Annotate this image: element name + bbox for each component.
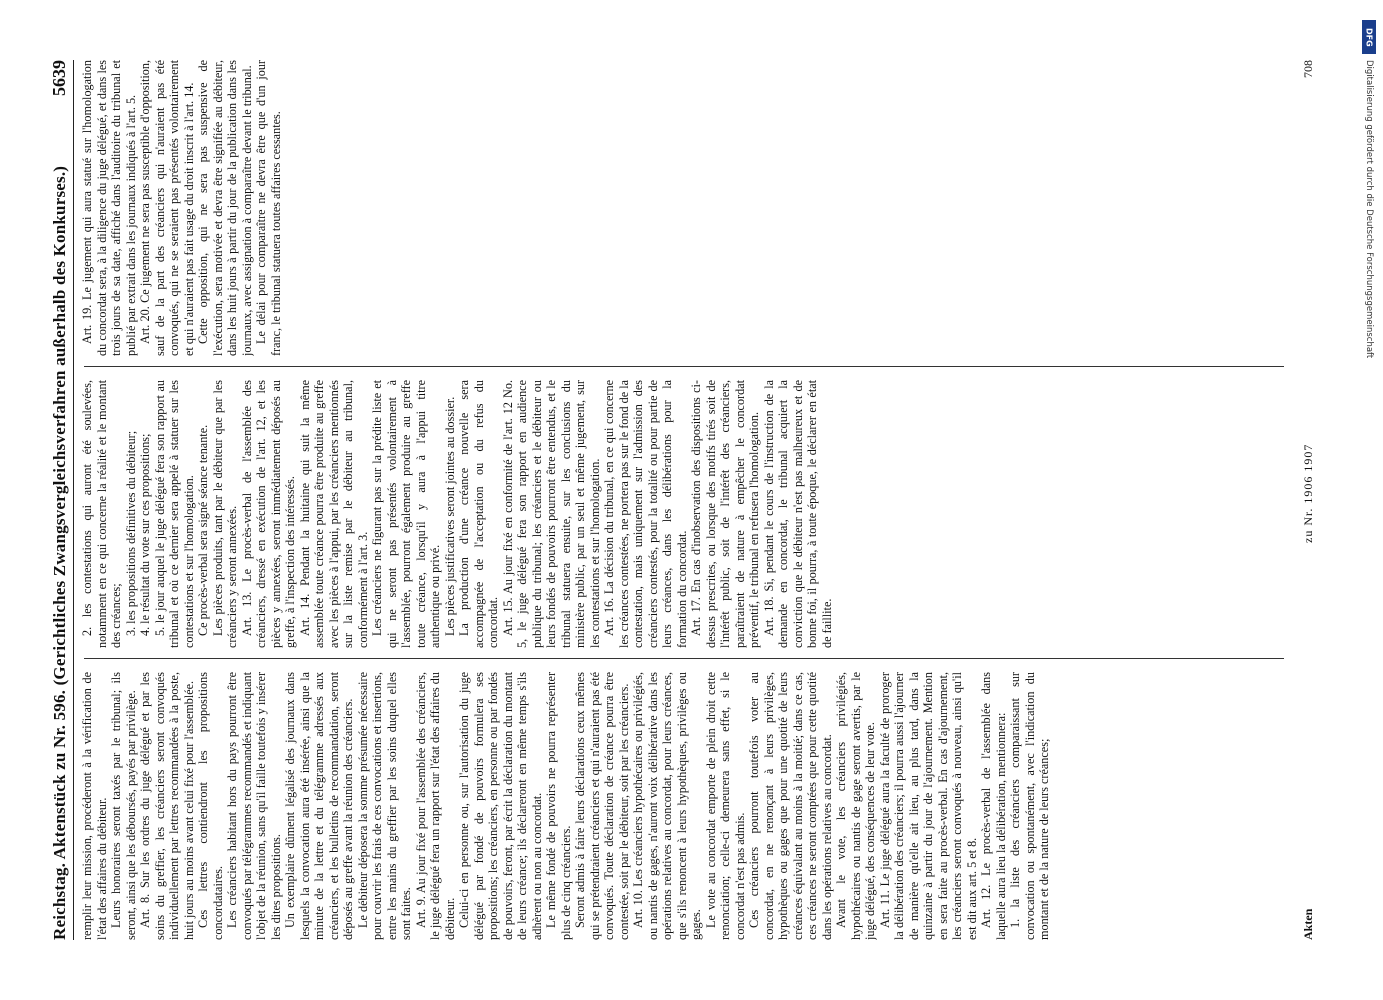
paragraph: Les créanciers habitant hors du pays pourront être convoqués par télégrammes recommandés et indiquant l'objet de la réunion, sans qu'il faille toutefois y insérer les dites propositions.	[225, 672, 283, 940]
running-head	[38, 60, 74, 940]
document-page	[28, 0, 1328, 1000]
paragraph: Art. 9. Au jour fixé pour l'assemblée des créanciers, le juge délégué fera un rapport sur l'état des affaires du débiteur.	[413, 672, 457, 940]
paragraph: Seront admis à faire leurs déclarations ceux mêmes qui se prétendraient créanciers et qui n'auraient pas été convoqués. Toute déclaration de créance pourra être contestée, soit par le débiteur, soit par les créanciers.	[573, 672, 631, 940]
footer-sheet-mark: zu Nr. 1906 1907	[1300, 443, 1315, 543]
paragraph: Cette opposition, qui ne sera pas suspensive de l'exécution, sera motivée et devra être signifiée au débiteur, dans les huit jours à partir du jour de la publication dans les journaux, avec assignation à comparaître devant le tribunal.	[196, 60, 254, 356]
paragraph: Leurs honoraires seront taxés par le tribunal; ils seront, ainsi que les déboursés, payés par privilège.	[109, 672, 138, 940]
text-column-1	[80, 672, 1290, 940]
paragraph: Art. 11. Le juge délégué aura la faculté de proroger la délibération des créanciers; il pourra aussi l'ajourner de manière qu'elle ait lieu, au plus tard, dans la quinzaine à partir du jour de l'ajournement. Mention en sera faite au procès-verbal. En cas d'ajournement, les créanciers seront convoqués à nouveau, ainsi qu'il est dit aux art. 5 et 8.	[877, 672, 979, 940]
paragraph: Le délai pour comparaître ne devra être que d'un jour franc, le tribunal statuera toutes affaires cessantes.	[254, 60, 283, 356]
paragraph: Art. 14. Pendant la huitaine qui suit la même assemblée toute créance pourra être produite au greffe avec les pièces à l'appui, par les créanciers mentionnés sur la liste remise par le débiteur au tribunal, conformément à l'art. 3.	[297, 380, 370, 648]
paragraph: 4. le résultat du vote sur ces propositions;	[138, 433, 152, 636]
funding-note: Digitalisierung gefördert durch die Deutsche Forschungsgemeinschaft	[1364, 60, 1374, 359]
paragraph: Art. 17. En cas d'inobservation des dispositions ci-dessus prescrites, ou lorsque des motifs tirés soit de l'intérêt public, soit de l'intérêt des créanciers, paraîtraient de nature à empêcher le concordat préventif, le tribunal en refusera l'homologation.	[689, 380, 761, 648]
paragraph: Art. 8. Sur les ordres du juge délégué et par les soins du greffier, les créanciers seront convoqués individuellement par lettres recommandées à la poste, huit jours au moins avant celui fixé pour l'assemblée.	[138, 672, 196, 940]
paragraph: Le débiteur déposera la somme présumée nécessaire pour couvrir les frais de ces convocations et insertions, entre les mains du greffier par les soins duquel elles sont faites.	[355, 672, 413, 940]
paragraph: Le vote au concordat emporte de plein droit cette renonciation; celle-ci demeurera sans effet, si le concordat n'est pas admis.	[703, 672, 747, 940]
paragraph: Les pièces produits, tant par le débiteur que par les créanciers y seront annexées.	[210, 380, 239, 648]
paragraph: Les pièces justificatives seront jointes au dossier.	[442, 396, 457, 636]
footer-signature: Akten	[1300, 908, 1315, 940]
paragraph: Art. 13. Le procès-verbal de l'assemblée des créanciers, dressé en exécution de l'art. 12, et les pièces y annexées, seront immédiatement déposés au greffe, à l'inspection des intéressés.	[239, 380, 297, 648]
paragraph: Un exemplaire dûment légalisé des journaux dans lesquels la convocation aura été insérée, ainsi que la minute de la lettre et du télégramme adressés aux créanciers, et les bulletins de recommandation, seront déposés au greffe avant la réunion des créanciers.	[283, 672, 355, 940]
page-number: 5639	[49, 60, 69, 96]
column-divider	[84, 658, 1284, 659]
paragraph: Art. 16. La décision du tribunal, en ce qui concerne les créances contestées, ne portera pas sur le fond de la contestation, mais uniquement sur l'admission des créanciers contestés, pour la totalité ou pour partie de leurs créances, dans les délibérations pour la formation du concordat.	[602, 380, 689, 648]
paragraph: Art. 15. Au jour fixé en conformité de l'art. 12 No. 5, le juge délégué fera son rapport en audience publique du tribunal; les créanciers et le débiteur ou leurs fondés de pouvoirs pourront être entendus, et le tribunal statuera ensuite, sur les conclusions du ministère public, par un seul et même jugement, sur les contestations et sur l'homologation.	[500, 380, 602, 648]
column-divider	[84, 366, 1284, 367]
paragraph: Le même fondé de pouvoirs ne pourra représenter plus de cinq créanciers.	[544, 672, 573, 940]
running-head-title: Reichstag. Aktenstück zu Nr. 596. (Gerichtliches Zwangsvergleichsverfahren außerhalb des Konkurses.)	[50, 165, 69, 940]
paragraph: Celui-ci en personne ou, sur l'autorisation du juge délégué par fondé de pouvoirs formulera ses propositions; les créanciers, en personne ou par fondés de pouvoirs, feront, par écrit la déclaration du montant de leurs créance; ils déclareront en même temps s'ils adhèrent ou non au concordat.	[457, 672, 544, 940]
paragraph: Art. 12. Le procès-verbal de l'assemblée dans laquelle aura lieu la délibération, mentionnera:	[979, 672, 1008, 940]
paragraph: Art. 18. Si, pendant le cours de l'instruction de la demande en concordat, le tribunal acquiert la conviction que le débiteur n'est pas malheureux et de bonne foi, il pourra, à toute époque, le déclarer en état de faillite.	[761, 380, 834, 648]
paragraph: Art. 10. Les créanciers hypothécaires ou privilégiés, ou nantis de gages, n'auront voix délibérative dans les opérations relatives au concordat, pour leurs créances, que s'ils renoncent à leurs hypothèques, privilèges ou gages.	[631, 672, 703, 940]
page-footer	[1298, 60, 1318, 940]
paragraph: Art. 20. Ce jugement ne sera pas susceptible d'opposition, sauf de la part des créanciers qui n'auraient pas été convoqués, qui ne se seraient pas présentés volontairement et qui n'auraient pas fait usage du droit inscrit à l'art. 14.	[138, 60, 196, 356]
paragraph: Avant le vote, les créanciers privilégiés, hypothécaires ou nantis de gage seront avertis, par le juge délégué, des conséquences de leur vote.	[834, 672, 877, 940]
digitization-stamp	[1362, 20, 1376, 680]
dfg-logo: DFG	[1362, 20, 1376, 54]
paragraph: 2. les contestations qui auront été soulevées, notamment en ce qui concerne la réalité et le montant des créances;	[80, 380, 123, 648]
paragraph: Art. 19. Le jugement qui aura statué sur l'homologation du concordat sera, à la diligence du juge délégué, et dans les trois jours de sa date, affiché dans l'auditoire du tribunal et publié par extrait dans les journaux indiqués à l'art. 5.	[80, 60, 138, 356]
footer-sheet-number: 708	[1300, 60, 1315, 79]
paragraph: Ces lettres contiendront les propositions concordataires.	[196, 672, 225, 940]
paragraph: Ce procès-verbal sera signé séance tenante.	[196, 424, 210, 636]
paragraph: Les créanciers ne figurant pas sur la prédite liste et qui ne seront pas présentés volontairement à l'assemblée, pourront également produire au greffe toute créance, lorsqu'il y aura à l'appui titre authentique ou privé.	[370, 380, 442, 648]
paragraph: 3. les propositions définitives du débiteur;	[123, 430, 138, 636]
paragraph: La production d'une créance nouvelle sera accompagnée de l'acceptation ou du refus du concordat.	[457, 380, 500, 648]
paragraph: remplir leur mission, procéderont à la vérification de l'état des affaires du débiteur.	[80, 672, 109, 940]
text-column-2	[80, 380, 1290, 648]
text-column-3	[80, 60, 1290, 356]
paragraph: 5. le jour auquel le juge délégué fera son rapport au tribunal et où ce dernier sera appelé à statuer sur les contestations et sur l'homologation.	[152, 380, 196, 648]
paragraph: Ces créanciers pourront toutefois voter au concordat, en ne renonçant à leurs privilèges, hypothèques ou gages que pour une quotité de leurs créances équivalant au moins à la moitié; dans ce cas, ces créances ne seront comptées que pour cette quotité dans les opérations relatives au concordat.	[747, 672, 834, 940]
paragraph: 1. la liste des créanciers comparaissant sur convocation ou spontanément, avec l'indication du montant et de la nature de leurs créances;	[1008, 672, 1051, 940]
